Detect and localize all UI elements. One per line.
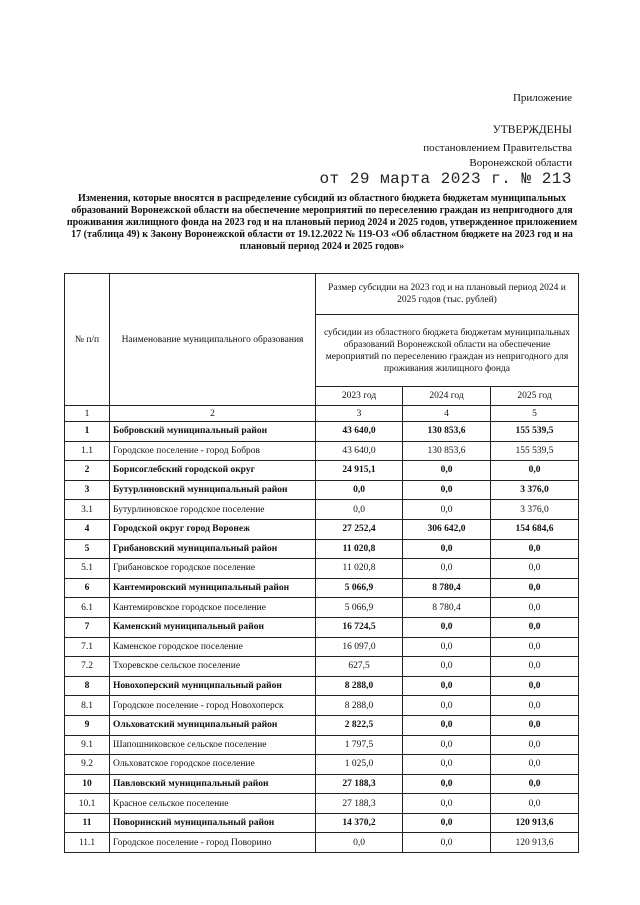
row-value-2024: 130 853,6 [403, 441, 491, 461]
row-name: Городской округ город Воронеж [110, 519, 316, 539]
table-row [65, 578, 579, 598]
table-row [65, 500, 579, 520]
row-value-2023: 5 066,9 [316, 578, 403, 598]
column-header-year-2023: 2023 год [316, 387, 403, 406]
approved-label: УТВЕРЖДЕНЫ [492, 124, 572, 136]
row-value-2024: 0,0 [403, 774, 491, 794]
row-number: 11 [65, 813, 110, 833]
table-row [65, 598, 579, 618]
column-index: 5 [491, 406, 579, 422]
row-value-2024: 0,0 [403, 794, 491, 814]
column-header-subsidy: субсидии из областного бюджета бюджетам муниципальных образований Воронежской области на обеспечение мероприятий по переселению граждан из непригодного для проживания жилищного фонда [316, 315, 579, 387]
row-value-2024: 8 780,4 [403, 598, 491, 618]
row-value-2023: 627,5 [316, 657, 403, 677]
row-value-2023: 8 288,0 [316, 696, 403, 716]
row-name: Кантемировский муниципальный район [110, 578, 316, 598]
column-header-number: № п/п [65, 274, 110, 406]
row-name: Городское поселение - город Новохоперск [110, 696, 316, 716]
row-number: 7 [65, 617, 110, 637]
row-value-2024: 0,0 [403, 539, 491, 559]
column-header-year-2024: 2024 год [403, 387, 491, 406]
row-number: 7.1 [65, 637, 110, 657]
row-value-2025: 120 913,6 [491, 833, 579, 853]
row-number: 3 [65, 480, 110, 500]
row-value-2025: 155 539,5 [491, 441, 579, 461]
table-row [65, 755, 579, 775]
row-name: Грибановское городское поселение [110, 559, 316, 579]
subsidy-table [64, 273, 579, 853]
column-header-name: Наименование муниципального образования [110, 274, 316, 406]
row-value-2024: 0,0 [403, 833, 491, 853]
row-value-2023: 0,0 [316, 833, 403, 853]
row-value-2024: 0,0 [403, 755, 491, 775]
row-value-2024: 0,0 [403, 657, 491, 677]
row-value-2023: 43 640,0 [316, 441, 403, 461]
row-value-2025: 0,0 [491, 617, 579, 637]
column-header-year-2025: 2025 год [491, 387, 579, 406]
row-value-2025: 155 539,5 [491, 422, 579, 442]
row-number: 8.1 [65, 696, 110, 716]
row-number: 1 [65, 422, 110, 442]
table-row [65, 813, 579, 833]
table-row [65, 539, 579, 559]
row-number: 8 [65, 676, 110, 696]
row-name: Бобровский муниципальный район [110, 422, 316, 442]
row-value-2023: 1 025,0 [316, 755, 403, 775]
row-value-2024: 0,0 [403, 696, 491, 716]
row-name: Бутурлиновский муниципальный район [110, 480, 316, 500]
row-value-2023: 11 020,8 [316, 539, 403, 559]
table-row [65, 422, 579, 442]
row-number: 3.1 [65, 500, 110, 520]
row-value-2025: 0,0 [491, 559, 579, 579]
document-title: Изменения, которые вносятся в распределение субсидий из областного бюджета бюджетам муниципальных образований Воронежской области на обеспечение мероприятий по переселению граждан из непригодного для проживания жилищного фонда на 2023 год и на плановый период 2024 и 2025 годов, утвержденное приложением 17 (таблица 49) к Закону Воронежской области от 19.12.2022 № 119-ОЗ «Об областном бюджете на 2023 год и на плановый период 2024 и 2025 годов» [66, 193, 578, 252]
row-value-2024: 130 853,6 [403, 422, 491, 442]
row-number: 10 [65, 774, 110, 794]
row-value-2025: 0,0 [491, 578, 579, 598]
row-value-2024: 0,0 [403, 617, 491, 637]
row-value-2023: 16 724,5 [316, 617, 403, 637]
row-value-2024: 306 642,0 [403, 519, 491, 539]
row-value-2025: 0,0 [491, 637, 579, 657]
row-value-2025: 3 376,0 [491, 480, 579, 500]
row-name: Бутурлиновское городское поселение [110, 500, 316, 520]
resolution-label: постановлением Правительства [423, 142, 572, 154]
row-number: 1.1 [65, 441, 110, 461]
row-value-2023: 43 640,0 [316, 422, 403, 442]
row-name: Поворинский муниципальный район [110, 813, 316, 833]
column-index: 1 [65, 406, 110, 422]
row-value-2025: 0,0 [491, 676, 579, 696]
row-name: Городское поселение - город Бобров [110, 441, 316, 461]
row-name: Ольховатское городское поселение [110, 755, 316, 775]
row-value-2025: 0,0 [491, 539, 579, 559]
row-value-2023: 27 252,4 [316, 519, 403, 539]
row-value-2025: 3 376,0 [491, 500, 579, 520]
row-number: 5 [65, 539, 110, 559]
row-value-2023: 24 915,1 [316, 461, 403, 481]
row-number: 9.1 [65, 735, 110, 755]
row-number: 4 [65, 519, 110, 539]
row-value-2024: 0,0 [403, 813, 491, 833]
row-value-2023: 0,0 [316, 500, 403, 520]
row-name: Каменское городское поселение [110, 637, 316, 657]
row-value-2023: 0,0 [316, 480, 403, 500]
row-value-2024: 0,0 [403, 500, 491, 520]
row-name: Борисоглебский городской округ [110, 461, 316, 481]
row-value-2024: 0,0 [403, 735, 491, 755]
table-row [65, 480, 579, 500]
row-value-2024: 0,0 [403, 461, 491, 481]
column-index: 3 [316, 406, 403, 422]
row-value-2023: 2 822,5 [316, 715, 403, 735]
row-name: Ольховатский муниципальный район [110, 715, 316, 735]
row-number: 6.1 [65, 598, 110, 618]
row-name: Павловский муниципальный район [110, 774, 316, 794]
row-value-2023: 27 188,3 [316, 774, 403, 794]
table-row [65, 559, 579, 579]
row-number: 5.1 [65, 559, 110, 579]
region-label: Воронежской области [469, 157, 572, 169]
row-value-2025: 0,0 [491, 461, 579, 481]
row-value-2023: 11 020,8 [316, 559, 403, 579]
table-row [65, 676, 579, 696]
column-index: 4 [403, 406, 491, 422]
row-name: Тхоревское сельское поселение [110, 657, 316, 677]
row-number: 7.2 [65, 657, 110, 677]
row-value-2025: 0,0 [491, 598, 579, 618]
row-value-2025: 0,0 [491, 755, 579, 775]
table-row [65, 794, 579, 814]
row-value-2023: 14 370,2 [316, 813, 403, 833]
row-value-2024: 0,0 [403, 715, 491, 735]
row-value-2025: 154 684,6 [491, 519, 579, 539]
row-value-2024: 0,0 [403, 676, 491, 696]
table-row [65, 441, 579, 461]
row-value-2025: 0,0 [491, 696, 579, 716]
resolution-date-stamp: от 29 марта 2023 г. № 213 [319, 170, 572, 188]
row-value-2023: 27 188,3 [316, 794, 403, 814]
row-value-2024: 0,0 [403, 559, 491, 579]
row-value-2025: 0,0 [491, 774, 579, 794]
table-row [65, 696, 579, 716]
table-row [65, 715, 579, 735]
row-value-2025: 0,0 [491, 794, 579, 814]
row-value-2025: 0,0 [491, 735, 579, 755]
row-name: Грибановский муниципальный район [110, 539, 316, 559]
appendix-label: Приложение [512, 92, 572, 104]
row-number: 2 [65, 461, 110, 481]
table-row [65, 735, 579, 755]
row-value-2023: 5 066,9 [316, 598, 403, 618]
row-name: Каменский муниципальный район [110, 617, 316, 637]
row-value-2024: 0,0 [403, 637, 491, 657]
row-name: Городское поселение - город Поворино [110, 833, 316, 853]
table-row [65, 461, 579, 481]
row-value-2023: 8 288,0 [316, 676, 403, 696]
row-name: Кантемировское городское поселение [110, 598, 316, 618]
table-row [65, 637, 579, 657]
row-value-2024: 0,0 [403, 480, 491, 500]
table-row [65, 774, 579, 794]
row-number: 11.1 [65, 833, 110, 853]
table-row [65, 657, 579, 677]
table-row [65, 519, 579, 539]
row-name: Шапошниковское сельское поселение [110, 735, 316, 755]
table-row [65, 833, 579, 853]
row-value-2024: 8 780,4 [403, 578, 491, 598]
row-number: 9.2 [65, 755, 110, 775]
row-number: 9 [65, 715, 110, 735]
row-number: 6 [65, 578, 110, 598]
row-value-2023: 16 097,0 [316, 637, 403, 657]
row-value-2025: 0,0 [491, 657, 579, 677]
column-index: 2 [110, 406, 316, 422]
row-value-2023: 1 797,5 [316, 735, 403, 755]
table-row [65, 617, 579, 637]
row-name: Красное сельское поселение [110, 794, 316, 814]
row-name: Новохоперский муниципальный район [110, 676, 316, 696]
column-header-amount-group: Размер субсидии на 2023 год и на плановый период 2024 и 2025 годов (тыс. рублей) [316, 274, 579, 315]
row-number: 10.1 [65, 794, 110, 814]
row-value-2025: 0,0 [491, 715, 579, 735]
row-value-2025: 120 913,6 [491, 813, 579, 833]
